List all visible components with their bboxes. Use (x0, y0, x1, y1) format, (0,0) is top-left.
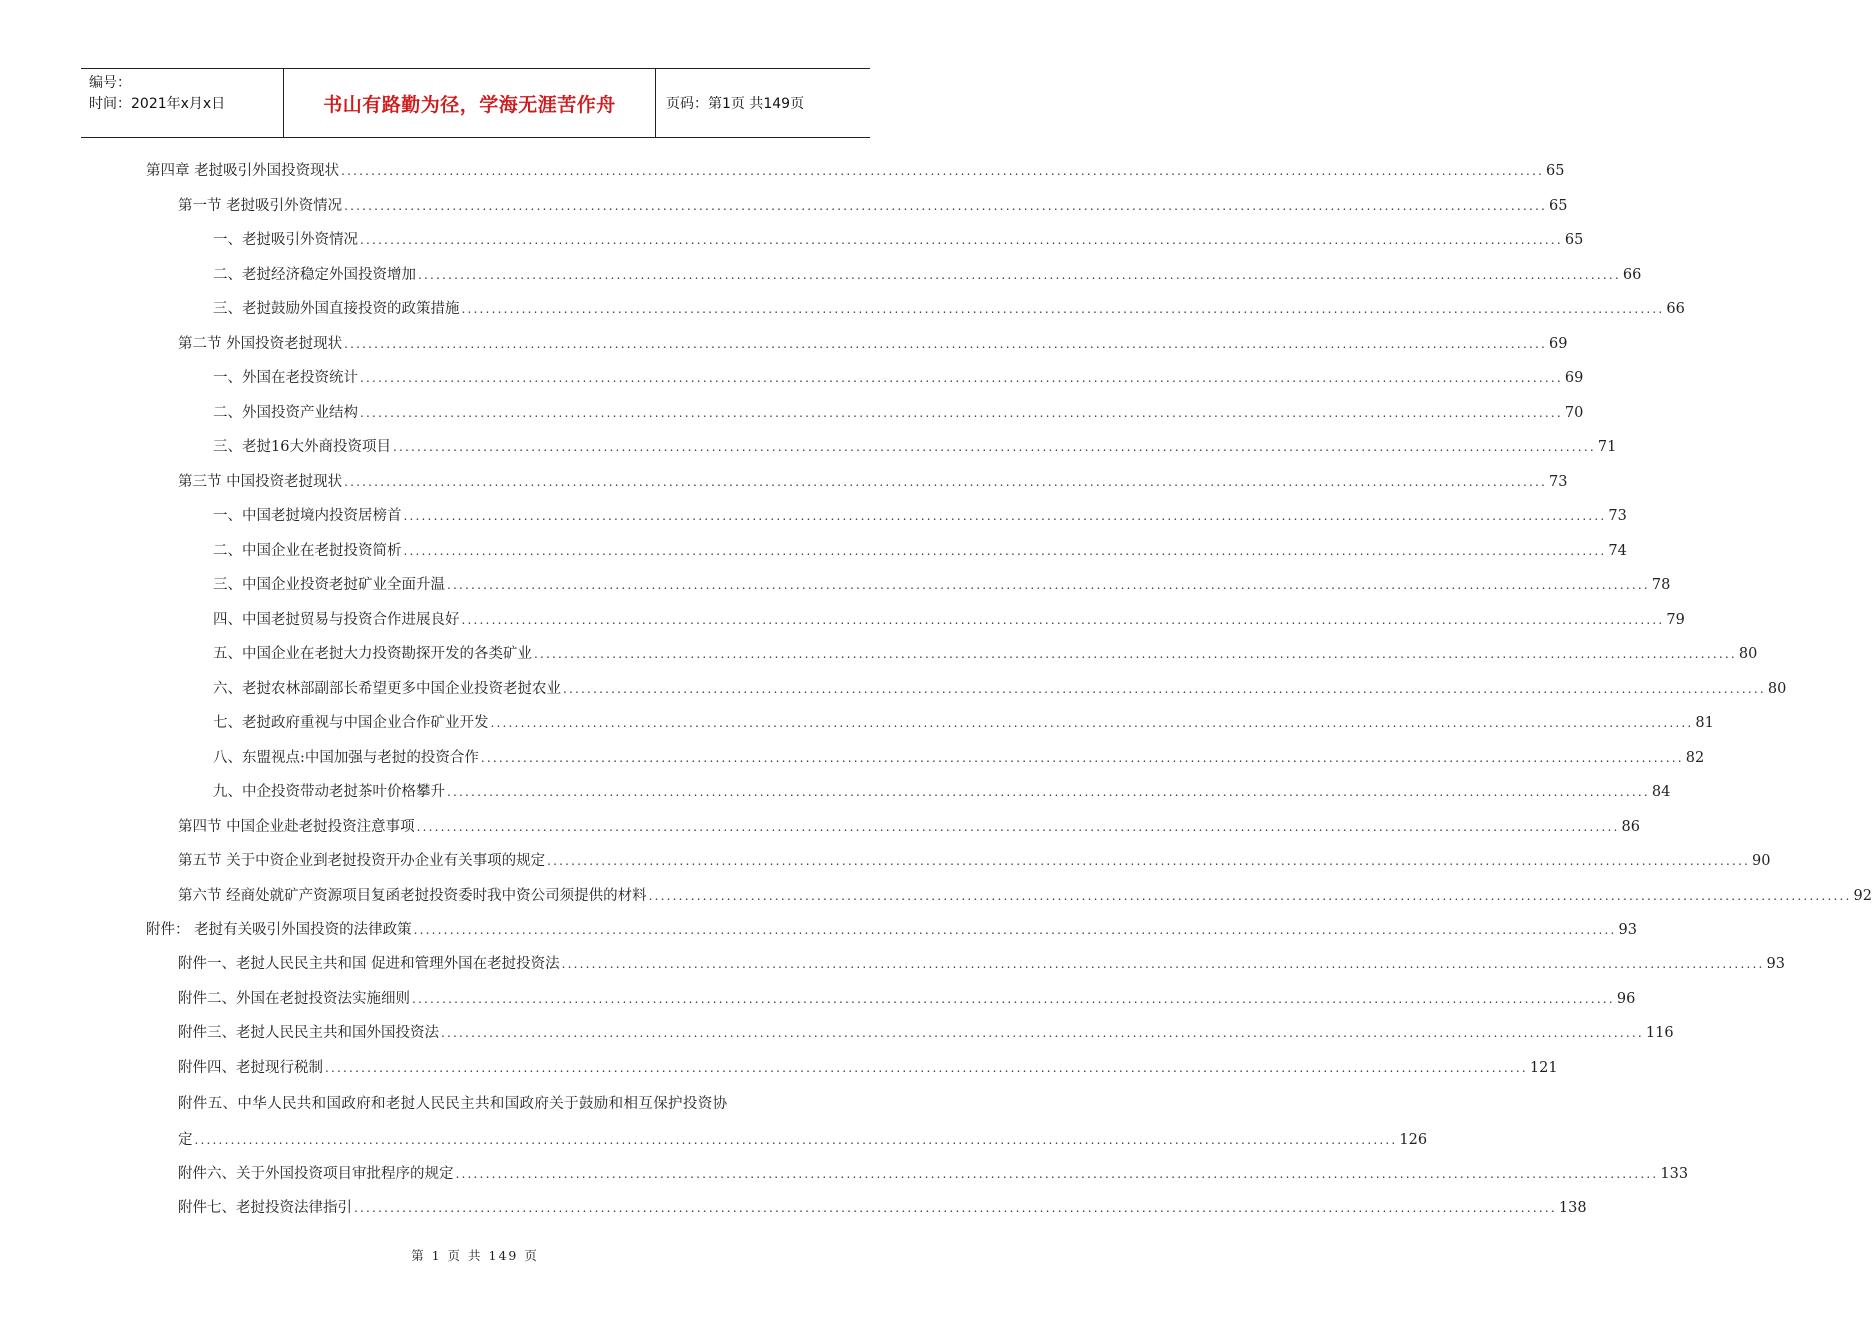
toc-entry[interactable] (213, 642, 1758, 666)
toc-leader-dots: ........................................................................................................................................................................................................ (563, 682, 1766, 696)
toc-entry-title: 二、中国企业在老挝投资简析 (213, 543, 402, 559)
toc-entry[interactable] (178, 1196, 1587, 1220)
toc-entry-page: 65 (1546, 163, 1565, 179)
number-label: 编号： (89, 75, 131, 91)
toc-entry-title: 附件七、老挝投资法律指引 (178, 1200, 352, 1216)
toc-leader-dots: ........................................................................................................................................................................................................ (412, 992, 1615, 1006)
toc-entry-page: 86 (1621, 819, 1640, 835)
toc-entry-page: 93 (1618, 922, 1637, 938)
toc-entry-title: 附件： 老挝有关吸引外国投资的法律政策 (146, 922, 412, 938)
toc-entry-title: 八、东盟视点:中国加强与老挝的投资合作 (213, 750, 479, 766)
toc-leader-dots: ........................................................................................................................................................................................................ (441, 1026, 1644, 1040)
toc-entry-title: 九、中企投资带动老挝茶叶价格攀升 (213, 784, 445, 800)
header-page-info: 页码：第1页 共149页 (666, 96, 805, 112)
toc-entry-page: 82 (1685, 750, 1705, 766)
toc-entry-page: 66 (1666, 301, 1685, 317)
toc-entry[interactable] (213, 228, 1584, 252)
toc-entry[interactable] (213, 711, 1714, 735)
toc-entry[interactable] (213, 677, 1787, 701)
toc-leader-dots: ........................................................................................................................................................................................................ (403, 544, 1607, 558)
toc-entry-page: 92 (1853, 888, 1872, 904)
toc-entry-title: 一、外国在老投资统计 (213, 370, 358, 386)
toc-entry-title: 第一节 老挝吸引外资情况 (178, 198, 343, 214)
toc-leader-dots: ........................................................................................................................................................................................................ (392, 440, 1596, 454)
toc-entry-title: 六、老挝农林部副部长希望更多中国企业投资老挝农业 (213, 681, 561, 697)
toc-entry-title: 附件五、中华人民共和国政府和老挝人民民主共和国政府关于鼓励和相互保护投资协 (178, 1096, 728, 1112)
header-meta (81, 69, 283, 137)
toc-entry-title: 附件六、关于外国投资项目审批程序的规定 (178, 1166, 454, 1182)
toc-entry[interactable] (213, 504, 1627, 528)
toc-entry[interactable] (213, 297, 1685, 321)
toc-entry-page: 138 (1558, 1200, 1587, 1216)
toc-entry-page: 73 (1549, 474, 1568, 490)
page-footer: 第 1 页 共 149 页 (411, 1248, 539, 1263)
toc-entry[interactable] (178, 849, 1771, 873)
toc-entry[interactable] (213, 608, 1685, 632)
toc-leader-dots: ........................................................................................................................................................................................................ (360, 233, 1563, 247)
toc-entry-title: 定 (178, 1132, 193, 1148)
toc-entry-title: 三、老挝鼓励外国直接投资的政策措施 (213, 301, 460, 317)
toc-entry-title: 附件三、老挝人民民主共和国外国投资法 (178, 1025, 439, 1041)
toc-entry-page: 90 (1752, 853, 1771, 869)
toc-entry[interactable] (213, 780, 1671, 804)
toc-entry-page: 126 (1399, 1132, 1428, 1148)
toc-leader-dots: ........................................................................................................................................................................................................ (344, 199, 1547, 213)
toc-entry-title: 第二节 外国投资老挝现状 (178, 336, 343, 352)
toc-leader-dots: ........................................................................................................................................................................................................ (561, 957, 1765, 971)
toc-entry-title: 附件二、外国在老挝投资法实施细则 (178, 991, 410, 1007)
toc-entry[interactable] (213, 401, 1584, 425)
toc-entry-page: 116 (1645, 1025, 1674, 1041)
toc-entry-page: 73 (1608, 508, 1627, 524)
page-header (81, 68, 870, 138)
toc-leader-dots: ........................................................................................................................................................................................................ (416, 820, 1620, 834)
toc-entry-title: 五、中国企业在老挝大力投资勘探开发的各类矿业 (213, 646, 532, 662)
toc-leader-dots: ........................................................................................................................................................................................................ (480, 751, 1684, 765)
toc-leader-dots: ........................................................................................................................................................................................................ (447, 578, 1650, 592)
toc-entry-title: 七、老挝政府重视与中国企业合作矿业开发 (213, 715, 489, 731)
toc-entry-page: 81 (1695, 715, 1714, 731)
toc-entry-page: 66 (1622, 267, 1642, 283)
toc-entry-page: 133 (1660, 1166, 1689, 1182)
toc-entry[interactable] (178, 987, 1636, 1011)
toc-entry-title: 第三节 中国投资老挝现状 (178, 474, 343, 490)
toc-entry-title: 第五节 关于中资企业到老挝投资开办企业有关事项的规定 (178, 853, 546, 869)
toc-entry-page: 70 (1564, 405, 1584, 421)
toc-leader-dots: ........................................................................................................................................................................................................ (403, 509, 1607, 523)
toc-entry-page: 65 (1549, 198, 1568, 214)
toc-entry[interactable] (213, 539, 1627, 563)
toc-leader-dots: ........................................................................................................................................................................................................ (194, 1133, 1398, 1147)
toc-entry[interactable] (178, 470, 1568, 494)
toc-entry[interactable] (178, 884, 1872, 908)
toc-leader-dots: ........................................................................................................................................................................................................ (341, 164, 1544, 178)
toc-entry-title: 第六节 经商处就矿产资源项目复函老挝投资委时我中资公司须提供的材料 (178, 888, 647, 904)
toc-leader-dots: ........................................................................................................................................................................................................ (534, 647, 1737, 661)
toc-entry-title: 二、老挝经济稳定外国投资增加 (213, 267, 416, 283)
toc-entry-page: 78 (1651, 577, 1671, 593)
toc-entry-title: 一、老挝吸引外资情况 (213, 232, 358, 248)
toc-entry[interactable] (146, 918, 1637, 942)
toc-entry[interactable] (178, 1021, 1674, 1045)
toc-leader-dots: ........................................................................................................................................................................................................ (455, 1167, 1659, 1181)
toc-entry-page: 69 (1564, 370, 1584, 386)
toc-entry-page: 80 (1767, 681, 1787, 697)
toc-entry[interactable] (213, 263, 1642, 287)
toc-entry[interactable] (213, 435, 1617, 459)
toc-entry[interactable] (146, 159, 1565, 183)
toc-entry-title: 四、中国老挝贸易与投资合作进展良好 (213, 612, 460, 628)
toc-entry[interactable] (178, 815, 1640, 839)
toc-leader-dots: ........................................................................................................................................................................................................ (354, 1201, 1557, 1215)
toc-leader-dots: ........................................................................................................................................................................................................ (547, 854, 1750, 868)
toc-entry[interactable] (213, 573, 1671, 597)
toc-leader-dots: ........................................................................................................................................................................................................ (360, 371, 1563, 385)
toc-entry-title: 三、老挝16大外商投资项目 (213, 439, 391, 455)
toc-entry-page: 96 (1616, 991, 1636, 1007)
toc-leader-dots: ........................................................................................................................................................................................................ (648, 889, 1852, 903)
toc-entry-page: 69 (1549, 336, 1568, 352)
toc-entry-title: 二、外国投资产业结构 (213, 405, 358, 421)
toc-leader-dots: ........................................................................................................................................................................................................ (344, 337, 1547, 351)
toc-entry[interactable] (178, 194, 1568, 218)
toc-leader-dots: ........................................................................................................................................................................................................ (360, 406, 1563, 420)
time-label: 时间：2021年x月x日 (89, 96, 226, 112)
toc-entry-title: 第四章 老挝吸引外国投资现状 (146, 163, 340, 179)
toc-entry[interactable] (178, 1128, 1428, 1152)
toc-entry-title: 附件四、老挝现行税制 (178, 1060, 323, 1076)
toc-leader-dots: ........................................................................................................................................................................................................ (325, 1061, 1528, 1075)
toc-entry-page: 71 (1597, 439, 1617, 455)
toc-entry-page: 79 (1666, 612, 1685, 628)
toc-entry[interactable] (178, 952, 1785, 976)
toc-leader-dots: ........................................................................................................................................................................................................ (461, 302, 1665, 316)
toc-leader-dots: ........................................................................................................................................................................................................ (490, 716, 1694, 730)
toc-entry[interactable] (213, 746, 1705, 770)
toc-entry-title: 一、中国老挝境内投资居榜首 (213, 508, 402, 524)
toc-entry[interactable] (178, 1162, 1689, 1186)
toc-entry-title: 第四节 中国企业赴老挝投资注意事项 (178, 819, 415, 835)
header-motto: 书山有路勤为径，学海无涯苦作舟 (283, 69, 656, 137)
toc-entry[interactable] (213, 366, 1584, 390)
toc-entry-page: 93 (1766, 956, 1785, 972)
toc-leader-dots: ........................................................................................................................................................................................................ (447, 785, 1650, 799)
toc-entry[interactable] (178, 1092, 806, 1116)
toc-entry-page: 121 (1529, 1060, 1558, 1076)
toc-entry[interactable] (178, 1056, 1558, 1080)
toc-leader-dots: ........................................................................................................................................................................................................ (461, 613, 1665, 627)
toc-entry-page: 65 (1564, 232, 1584, 248)
toc-entry-title: 三、中国企业投资老挝矿业全面升温 (213, 577, 445, 593)
toc-entry-page: 84 (1651, 784, 1671, 800)
toc-leader-dots: ........................................................................................................................................................................................................ (413, 923, 1617, 937)
toc-entry-page: 80 (1738, 646, 1758, 662)
toc-leader-dots: ........................................................................................................................................................................................................ (418, 268, 1621, 282)
toc-entry-page: 74 (1608, 543, 1627, 559)
toc-entry-title: 附件一、老挝人民民主共和国 促进和管理外国在老挝投资法 (178, 956, 560, 972)
toc-leader-dots: ........................................................................................................................................................................................................ (344, 475, 1547, 489)
toc-entry[interactable] (178, 332, 1568, 356)
